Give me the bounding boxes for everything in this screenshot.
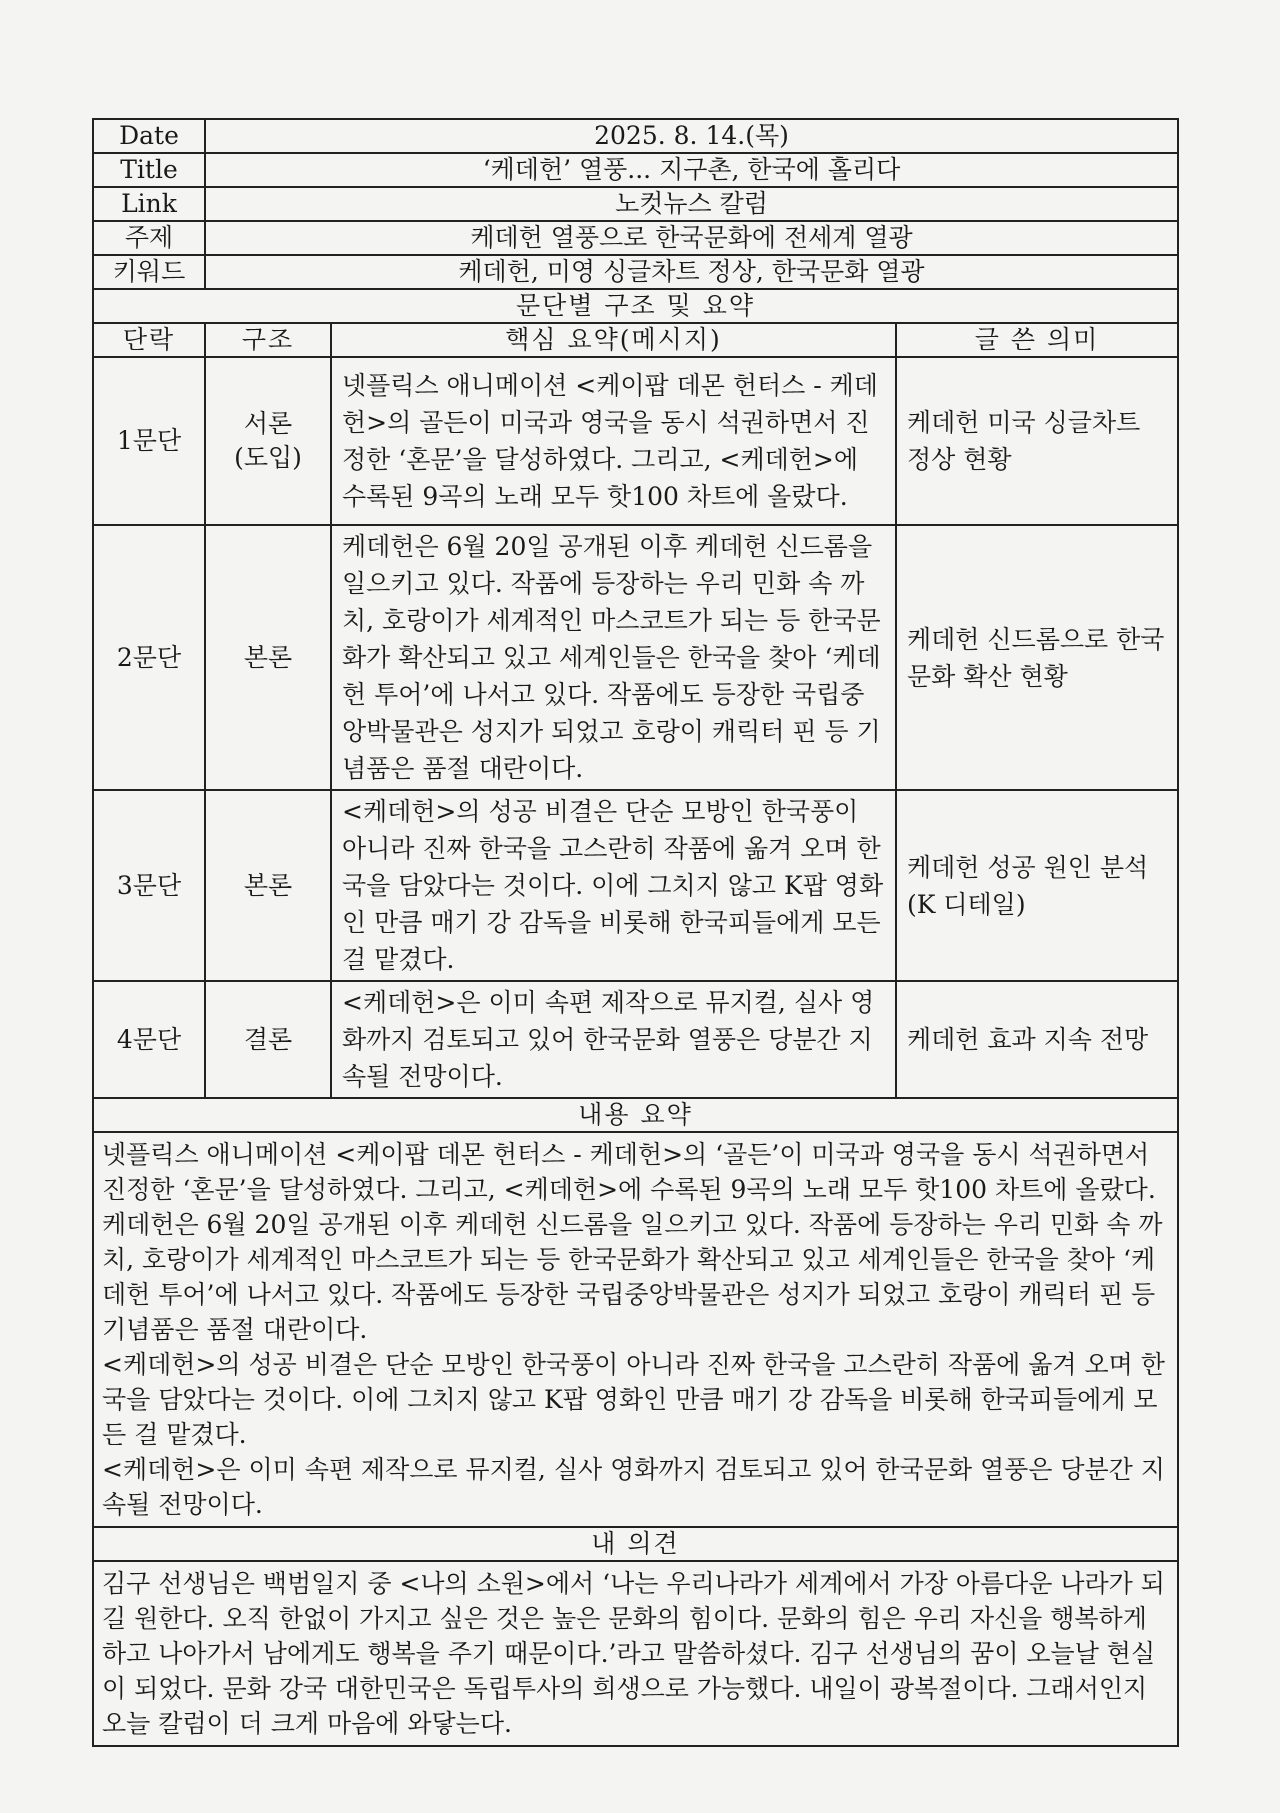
structure-column-headers	[93, 323, 1178, 357]
date-row	[93, 119, 1178, 153]
paragraph-meaning: 케데헌 미국 싱글차트 정상 현황	[896, 357, 1178, 525]
content-summary-paragraph: <케데헌>은 이미 속편 제작으로 뮤지컬, 실사 영화까지 검토되고 있어 한국문화 열풍은 당분간 지속될 전망이다.	[102, 1455, 1165, 1519]
date-value: 2025. 8. 14.(목)	[205, 119, 1178, 153]
link-label: Link	[93, 187, 205, 221]
keyword-value: 케데헌, 미영 싱글차트 정상, 한국문화 열광	[205, 255, 1178, 289]
paragraph-structure	[205, 357, 331, 525]
content-summary-row	[93, 1132, 1178, 1527]
keyword-label: 키워드	[93, 255, 205, 289]
topic-value: 케데헌 열풍으로 한국문화에 전세계 열광	[205, 221, 1178, 255]
paragraph-number: 1문단	[93, 357, 205, 525]
paragraph-summary: <케데헌>은 이미 속편 제작으로 뮤지컬, 실사 영화까지 검토되고 있어 한국문화 열풍은 당분간 지속될 전망이다.	[331, 981, 896, 1098]
content-summary-heading: 내용 요약	[93, 1098, 1178, 1132]
col-summary: 핵심 요약(메시지)	[331, 323, 896, 357]
paragraph-row-2	[93, 525, 1178, 790]
content-summary-paragraph: 케데헌은 6월 20일 공개된 이후 케데헌 신드롬을 일으키고 있다. 작품에 등장하는 우리 민화 속 까치, 호랑이가 세계적인 마스코트가 되는 등 한국문화가 확산되고 있고 세계인들은 한국을 찾아 ‘케데헌 투어’에 나서고 있다. 작품에도 등장한 국립중앙박물관은 성지가 되었고 호랑이 캐릭터 핀 등 기념품은 품절 대란이다.	[102, 1210, 1163, 1344]
paragraph-structure: 본론	[205, 790, 331, 981]
paragraph-summary: 넷플릭스 애니메이션 <케이팝 데몬 헌터스 - 케데헌>의 골든이 미국과 영국을 동시 석권하면서 진정한 ‘혼문’을 달성하였다. 그리고, <케데헌>에 수록된 9곡의 노래 모두 핫100 차트에 올랐다.	[331, 357, 896, 525]
paragraph-row-1	[93, 357, 1178, 525]
content-summary-paragraph: 넷플릭스 애니메이션 <케이팝 데몬 헌터스 - 케데헌>의 ‘골든’이 미국과 영국을 동시 석권하면서 진정한 ‘혼문’을 달성하였다. 그리고, <케데헌>에 수록된 9곡의 노래 모두 핫100 차트에 올랐다.	[102, 1140, 1156, 1204]
structure-heading-row	[93, 289, 1178, 323]
paragraph-structure: 본론	[205, 525, 331, 790]
opinion-heading: 내 의견	[93, 1527, 1178, 1561]
link-row	[93, 187, 1178, 221]
content-summary-heading-row	[93, 1098, 1178, 1132]
paragraph-meaning: 케데헌 신드롬으로 한국문화 확산 현황	[896, 525, 1178, 790]
paragraph-number: 2문단	[93, 525, 205, 790]
reading-log-sheet	[92, 118, 1177, 1747]
topic-label: 주제	[93, 221, 205, 255]
col-meaning: 글 쓴 의미	[896, 323, 1178, 357]
paragraph-summary: <케데헌>의 성공 비결은 단순 모방인 한국풍이 아니라 진짜 한국을 고스란히 작품에 옮겨 오며 한국을 담았다는 것이다. 이에 그치지 않고 K팝 영화인 만큼 매기 강 감독을 비롯해 한국피들에게 모든 걸 맡겼다.	[331, 790, 896, 981]
col-structure: 구조	[205, 323, 331, 357]
structure-line: 서론	[243, 409, 293, 438]
paragraph-row-4	[93, 981, 1178, 1098]
opinion-heading-row	[93, 1527, 1178, 1561]
paragraph-number: 3문단	[93, 790, 205, 981]
paragraph-number: 4문단	[93, 981, 205, 1098]
link-value: 노컷뉴스 칼럼	[205, 187, 1178, 221]
content-summary-body	[93, 1132, 1178, 1527]
opinion-row	[93, 1561, 1178, 1746]
structure-line: (도입)	[234, 443, 302, 472]
keyword-row	[93, 255, 1178, 289]
structure-heading: 문단별 구조 및 요약	[93, 289, 1178, 323]
title-row	[93, 153, 1178, 187]
opinion-body: 김구 선생님은 백범일지 중 <나의 소원>에서 ‘나는 우리나라가 세계에서 가장 아름다운 나라가 되길 원한다. 오직 한없이 가지고 싶은 것은 높은 문화의 힘이다. 문화의 힘은 우리 자신을 행복하게 하고 나아가서 남에게도 행복을 주기 때문이다.’라고 말씀하셨다. 김구 선생님의 꿈이 오늘날 현실이 되었다. 문화 강국 대한민국은 독립투사의 희생으로 가능했다. 내일이 광복절이다. 그래서인지 오늘 칼럼이 더 크게 마음에 와닿는다.	[93, 1561, 1178, 1746]
col-paragraph: 단락	[93, 323, 205, 357]
date-label: Date	[93, 119, 205, 153]
paragraph-meaning: 케데헌 효과 지속 전망	[896, 981, 1178, 1098]
content-summary-paragraph: <케데헌>의 성공 비결은 단순 모방인 한국풍이 아니라 진짜 한국을 고스란히 작품에 옮겨 오며 한국을 담았다는 것이다. 이에 그치지 않고 K팝 영화인 만큼 매기 강 감독을 비롯해 한국피들에게 모든 걸 맡겼다.	[102, 1350, 1165, 1449]
paragraph-structure: 결론	[205, 981, 331, 1098]
title-value: ‘케데헌’ 열풍... 지구촌, 한국에 홀리다	[205, 153, 1178, 187]
paragraph-meaning: 케데헌 성공 원인 분석(K 디테일)	[896, 790, 1178, 981]
paragraph-row-3	[93, 790, 1178, 981]
title-label: Title	[93, 153, 205, 187]
paragraph-summary: 케데헌은 6월 20일 공개된 이후 케데헌 신드롬을 일으키고 있다. 작품에 등장하는 우리 민화 속 까치, 호랑이가 세계적인 마스코트가 되는 등 한국문화가 확산되고 있고 세계인들은 한국을 찾아 ‘케데헌 투어’에 나서고 있다. 작품에도 등장한 국립중앙박물관은 성지가 되었고 호랑이 캐릭터 핀 등 기념품은 품절 대란이다.	[331, 525, 896, 790]
topic-row	[93, 221, 1178, 255]
reading-log-table	[92, 118, 1179, 1747]
